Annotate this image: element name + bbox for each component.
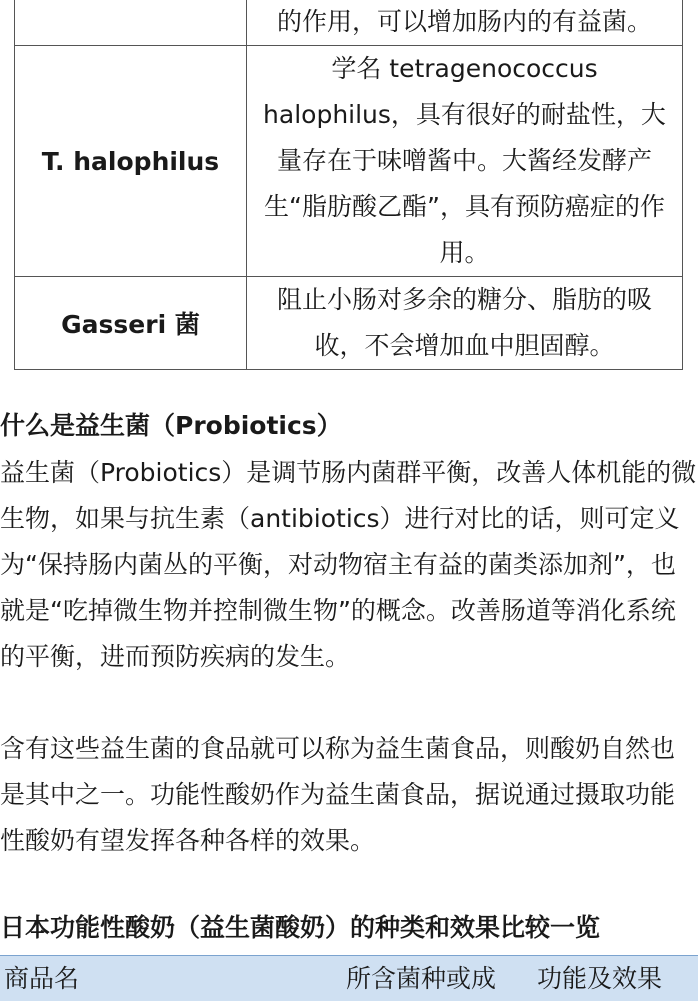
paragraph-probiotic-foods: 含有这些益生菌的食品就可以称为益生菌食品，则酸奶自然也是其中之一。功能性酸奶作为益生菌食品，据说通过摄取功能性酸奶有望发挥各种各样的效果。: [0, 734, 676, 855]
bacteria-description: 学名 tetragenococcus halophilus，具有很好的耐盐性，大量存在于味噌酱中。大酱经发酵产生“脂肪酸乙酯”，具有预防癌症的作用。: [247, 46, 683, 277]
bacteria-name: T. halophilus: [15, 46, 247, 277]
bacteria-name: [15, 0, 247, 46]
section-heading-probiotics: 什么是益生菌（Probiotics）: [0, 411, 342, 440]
table-row: [15, 46, 683, 277]
paragraph-probiotics-definition: 益生菌（Probiotics）是调节肠内菌群平衡，改善人体机能的微生物，如果与抗生素（antibiotics）进行对比的话，则可定义为“保持肠内菌丛的平衡，对动物宿主有益的菌类添加剂”，也就是“吃掉微生物并控制微生物”的概念。改善肠道等消化系统的平衡，进而预防疾病的发生。: [0, 458, 697, 671]
column-header-effect: 功能及效果: [537, 964, 663, 993]
column-header-product-name: 商品名: [4, 964, 80, 993]
section-heading-yogurt-comparison: 日本功能性酸奶（益生菌酸奶）的种类和效果比较一览: [0, 913, 601, 942]
bacteria-table: [14, 0, 683, 370]
table-row: [15, 277, 683, 370]
table-row: [15, 0, 683, 46]
bacteria-name: Gasseri 菌: [15, 277, 247, 370]
bacteria-description: 的作用，可以增加肠内的有益菌。: [247, 0, 683, 46]
bacteria-description: 阻止小肠对多余的糖分、脂肪的吸收，不会增加血中胆固醇。: [247, 277, 683, 370]
comparison-table-header: [0, 955, 698, 1001]
column-header-strain: 所含菌种或成: [346, 964, 497, 993]
